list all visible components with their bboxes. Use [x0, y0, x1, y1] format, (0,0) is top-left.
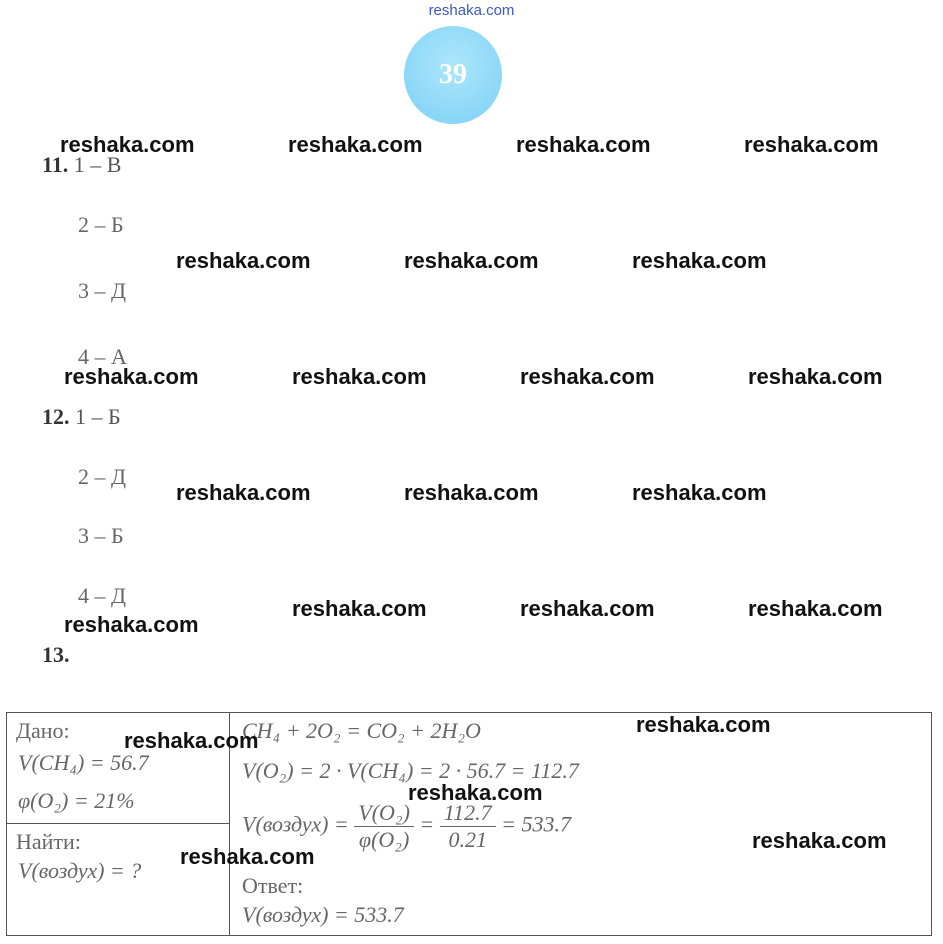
watermark: reshaka.com — [180, 844, 315, 869]
fraction — [354, 800, 414, 853]
site-header[interactable]: reshaka.com — [428, 2, 515, 19]
watermark: reshaka.com — [632, 248, 767, 273]
oxygen-volume-calc: V(O₂) = 2 · V(CH₄) = 2 · 56.7 = 112.7 — [242, 758, 579, 783]
watermark: reshaka.com — [292, 364, 427, 389]
answer-line: 1 – В — [73, 152, 122, 177]
fraction-numerator: V(O₂) — [354, 800, 414, 827]
watermark: reshaka.com — [520, 364, 655, 389]
watermark: reshaka.com — [288, 132, 423, 157]
answer-value: V(воздух) = 533.7 — [242, 902, 404, 927]
given-volume: V(CH₄) = 56.7 — [18, 750, 149, 775]
task-number: 12. — [42, 404, 70, 429]
answer-line: 3 – Д — [78, 278, 127, 303]
task-12 — [42, 404, 121, 430]
find-label: Найти: — [16, 829, 81, 854]
watermark: reshaka.com — [124, 728, 259, 753]
given-fraction: φ(O₂) = 21% — [18, 788, 135, 813]
watermark: reshaka.com — [60, 132, 195, 157]
watermark: reshaka.com — [632, 480, 767, 505]
task-number: 11. — [42, 152, 69, 177]
task-number: 13. — [42, 642, 70, 667]
answer-line: 4 – Д — [78, 583, 127, 608]
watermark: reshaka.com — [292, 596, 427, 621]
page-number-badge: 39 — [404, 26, 502, 124]
task-13 — [42, 642, 70, 668]
fraction-numerator: 112.7 — [440, 800, 496, 827]
watermark: reshaka.com — [404, 480, 539, 505]
answer-line: 1 – Б — [75, 404, 121, 429]
watermark: reshaka.com — [516, 132, 651, 157]
watermark: reshaka.com — [520, 596, 655, 621]
fraction-denominator: φ(O₂) — [358, 827, 410, 852]
air-volume-calc: V(воздух) = $\frac{\text{V(O₂)}}{\text{φ(O₂)}}$ = $\frac{112.7}{0.21}$ = 533.7 — [242, 800, 572, 852]
watermark: reshaka.com — [748, 596, 883, 621]
answer-line: 2 – Д — [78, 464, 127, 489]
watermark: reshaka.com — [744, 132, 879, 157]
watermark: reshaka.com — [752, 828, 887, 853]
watermark: reshaka.com — [64, 612, 199, 637]
answer-label: Ответ: — [242, 873, 304, 898]
answer-line: 3 – Б — [78, 523, 124, 548]
fraction — [440, 800, 496, 853]
watermark: reshaka.com — [176, 248, 311, 273]
find-volume: V(воздух) = ? — [18, 858, 142, 883]
watermark: reshaka.com — [176, 480, 311, 505]
watermark: reshaka.com — [636, 712, 771, 737]
watermark: reshaka.com — [64, 364, 199, 389]
answer-line: 4 – А — [78, 344, 127, 369]
answer-line: 2 – Б — [78, 212, 124, 237]
formula-rhs: = 533.7 — [495, 811, 572, 837]
reaction-equation: CH₄ + 2O₂ = CO₂ + 2H₂O — [242, 718, 481, 743]
watermark: reshaka.com — [404, 248, 539, 273]
formula-lhs: V(воздух) = — [242, 811, 355, 837]
fraction-denominator: 0.21 — [448, 827, 487, 852]
given-label: Дано: — [16, 718, 70, 743]
watermark: reshaka.com — [408, 780, 543, 805]
watermark: reshaka.com — [748, 364, 883, 389]
